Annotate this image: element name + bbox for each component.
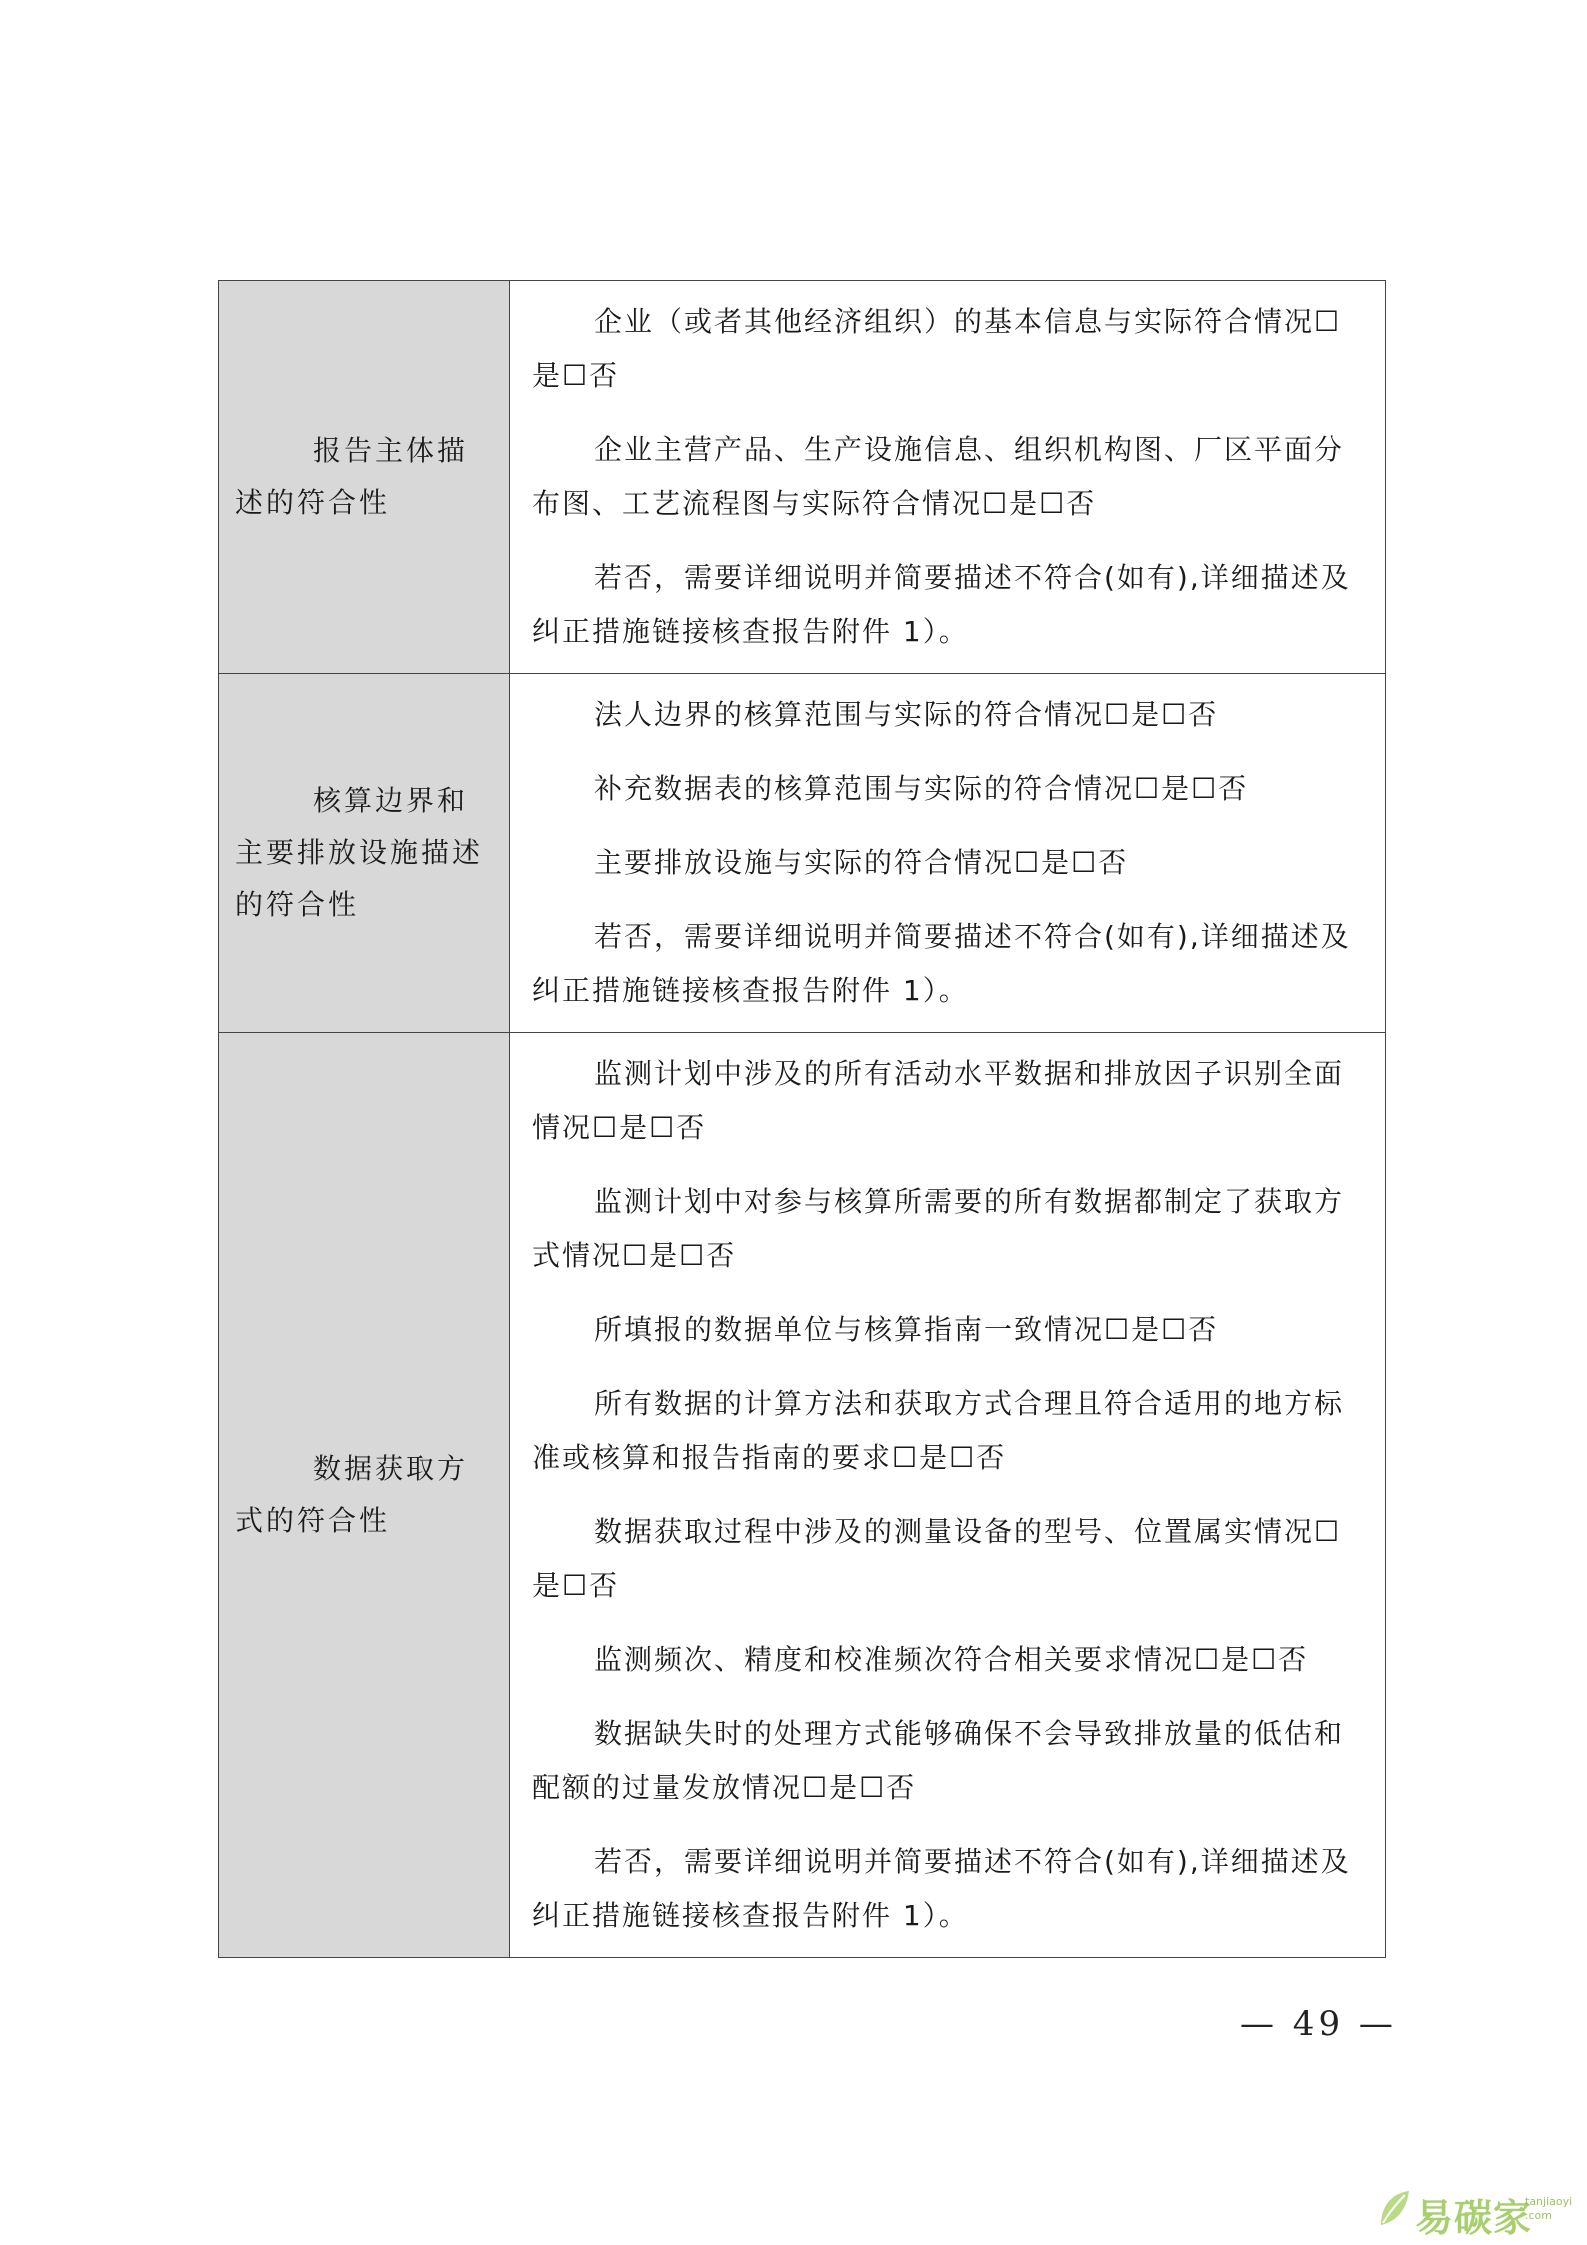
watermark-domain-line2: .com — [1525, 2209, 1552, 2222]
row-label: 核算边界和主要排放设施描述的符合性 — [235, 784, 484, 921]
row-label-cell — [219, 674, 510, 1033]
table-row — [219, 1033, 1386, 1958]
watermark-domain — [1525, 2195, 1572, 2223]
row-content-cell — [510, 674, 1386, 1033]
check-item: 数据获取过程中涉及的测量设备的型号、位置属实情况☐是☐否 — [532, 1515, 1342, 1602]
row-label: 数据获取方式的符合性 — [235, 1452, 469, 1537]
row-label-cell — [219, 281, 510, 674]
row-label-cell — [219, 1033, 510, 1958]
check-item: 补充数据表的核算范围与实际的符合情况☐是☐否 — [594, 772, 1249, 805]
check-item: 企业（或者其他经济组织）的基本信息与实际符合情况☐是☐否 — [532, 305, 1342, 392]
watermark-logo — [1375, 2185, 1573, 2240]
leaf-icon — [1375, 2187, 1413, 2231]
check-item: 所填报的数据单位与核算指南一致情况☐是☐否 — [594, 1313, 1219, 1346]
check-item: 监测计划中对参与核算所需要的所有数据都制定了获取方式情况☐是☐否 — [532, 1185, 1345, 1272]
row-label: 报告主体描述的符合性 — [235, 434, 469, 519]
check-item: 监测频次、精度和校准频次符合相关要求情况☐是☐否 — [594, 1643, 1309, 1676]
check-item: 企业主营产品、生产设施信息、组织机构图、厂区平面分布图、工艺流程图与实际符合情况☐是☐否 — [532, 433, 1345, 520]
verification-table — [218, 280, 1386, 1958]
note-text: 若否，需要详细说明并简要描述不符合(如有),详细描述及纠正措施链接核查报告附件 1）。 — [532, 920, 1351, 1007]
note-text: 若否，需要详细说明并简要描述不符合(如有),详细描述及纠正措施链接核查报告附件 1）。 — [532, 1845, 1351, 1932]
check-item: 主要排放设施与实际的符合情况☐是☐否 — [594, 846, 1129, 879]
check-item: 所有数据的计算方法和获取方式合理且符合适用的地方标准或核算和报告指南的要求☐是☐否 — [532, 1387, 1345, 1474]
check-item: 监测计划中涉及的所有活动水平数据和排放因子识别全面情况☐是☐否 — [532, 1057, 1345, 1144]
watermark-domain-line1: tanjiaoyi — [1525, 2195, 1573, 2208]
row-content-cell — [510, 1033, 1386, 1958]
table-row — [219, 674, 1386, 1033]
check-item: 数据缺失时的处理方式能够确保不会导致排放量的低估和配额的过量发放情况☐是☐否 — [532, 1717, 1345, 1804]
table-row — [219, 281, 1386, 674]
watermark-text: 易碳家 — [1415, 2196, 1533, 2240]
check-item: 法人边界的核算范围与实际的符合情况☐是☐否 — [594, 698, 1219, 731]
page-number: — 49 — — [1240, 2004, 1397, 2044]
row-content-cell — [510, 281, 1386, 674]
note-text: 若否，需要详细说明并简要描述不符合(如有),详细描述及纠正措施链接核查报告附件 1）。 — [532, 561, 1351, 648]
